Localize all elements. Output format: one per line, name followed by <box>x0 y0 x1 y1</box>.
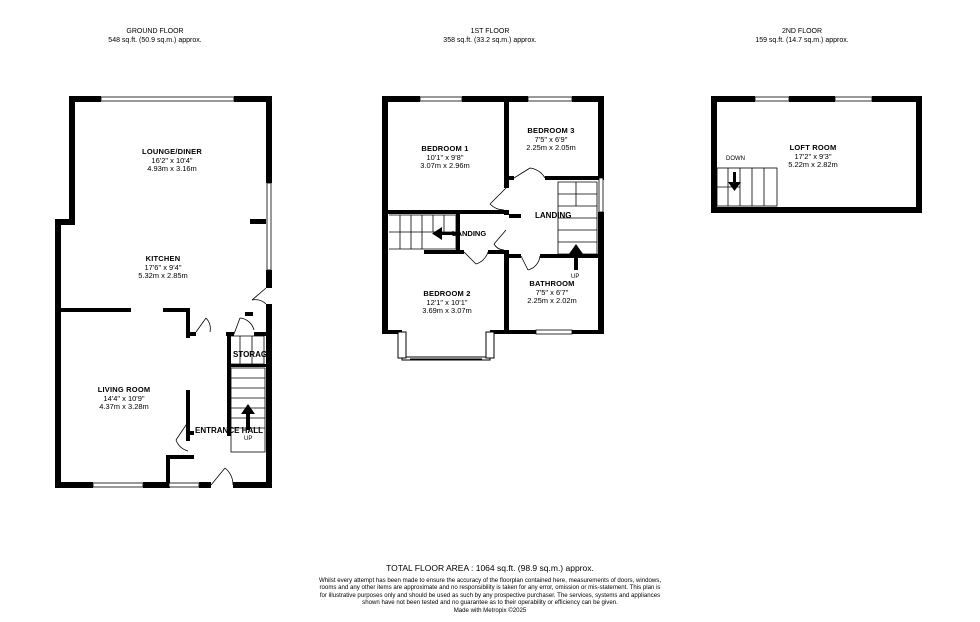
room-metric-size: 5.22m x 2.82m <box>788 160 838 170</box>
room-imperial-size: 12'1" x 10'1" <box>426 297 468 307</box>
second-floor-area: 159 sq.ft. (14.7 sq.m.) approx. <box>755 37 849 44</box>
room-metric-size: 3.69m x 3.07m <box>422 306 472 316</box>
room-name: BEDROOM 3 <box>527 126 575 135</box>
room-imperial-size: 16'2" x 10'4" <box>151 155 193 165</box>
room-imperial-size: 14'4" x 10'9" <box>103 393 145 403</box>
room-kitchen <box>103 255 223 281</box>
bay-window <box>398 332 494 360</box>
room-entrance-hall: ENTRANCE HALL <box>195 426 263 435</box>
room-name: LOUNGE/DINER <box>142 147 202 156</box>
disclaimer-text: Whilst every attempt has been made to ensure the accuracy of the floorplan contained here, measurements of doors, windows, rooms and any other items are approximate and no responsibility is taken for any error, omission or mis-statement. This plan is for illustrative purposes only and should be used as such by any prospective purchaser. The services, systems and appliances shown have not been tested and no guarantee as to their operability or efficiency can be given. <box>318 577 662 607</box>
room-bedroom-3 <box>491 127 611 153</box>
room-imperial-size: 17'6" x 9'4" <box>144 262 182 272</box>
room-imperial-size: 7'5" x 6'9" <box>534 134 568 144</box>
room-lounge-diner <box>112 148 232 174</box>
room-name: LOFT ROOM <box>789 143 837 152</box>
ground-floor-name: GROUND FLOOR <box>126 28 184 35</box>
disclaimer <box>318 577 662 614</box>
room-name: BEDROOM 1 <box>421 144 469 153</box>
room-name: LIVING ROOM <box>97 385 151 394</box>
second-floor-name: 2ND FLOOR <box>781 28 823 35</box>
stair-up-label-first: UP <box>571 274 580 280</box>
room-loft <box>753 144 873 170</box>
room-metric-size: 4.37m x 3.28m <box>99 402 149 412</box>
room-landing-stair: LANDING <box>452 229 487 238</box>
room-bedroom-1 <box>385 145 505 171</box>
ground-floor-area: 548 sq.ft. (50.9 sq.m.) approx. <box>108 37 202 44</box>
room-name: KITCHEN <box>145 254 181 263</box>
room-bedroom-2 <box>387 290 507 316</box>
room-storage: STORAG <box>233 350 268 359</box>
room-metric-size: 2.25m x 2.05m <box>526 143 576 153</box>
stair-up-label-ground: UP <box>244 436 253 442</box>
room-name: BATHROOM <box>529 279 575 288</box>
room-living-room <box>64 386 184 412</box>
room-metric-size: 4.93m x 3.16m <box>147 164 197 174</box>
room-imperial-size: 17'2" x 9'3" <box>794 151 832 161</box>
first-floor-name: 1ST FLOOR <box>470 28 510 35</box>
room-imperial-size: 7'5" x 6'7" <box>535 287 569 297</box>
room-imperial-size: 10'1" x 9'8" <box>426 152 464 162</box>
room-metric-size: 3.07m x 2.96m <box>420 161 470 171</box>
first-floor-area: 358 sq.ft. (33.2 sq.m.) approx. <box>443 37 537 44</box>
total-floor-area: TOTAL FLOOR AREA : 1064 sq.ft. (98.9 sq.m.) approx. <box>386 563 594 573</box>
room-name: BEDROOM 2 <box>423 289 471 298</box>
room-bathroom <box>492 280 612 306</box>
room-metric-size: 2.25m x 2.02m <box>527 296 577 306</box>
stair-down-label-loft: DOWN <box>726 156 745 162</box>
room-metric-size: 5.32m x 2.85m <box>138 271 188 281</box>
credit-text: Made with Metropix ©2025 <box>453 606 527 614</box>
room-landing-main: LANDING <box>535 211 572 220</box>
